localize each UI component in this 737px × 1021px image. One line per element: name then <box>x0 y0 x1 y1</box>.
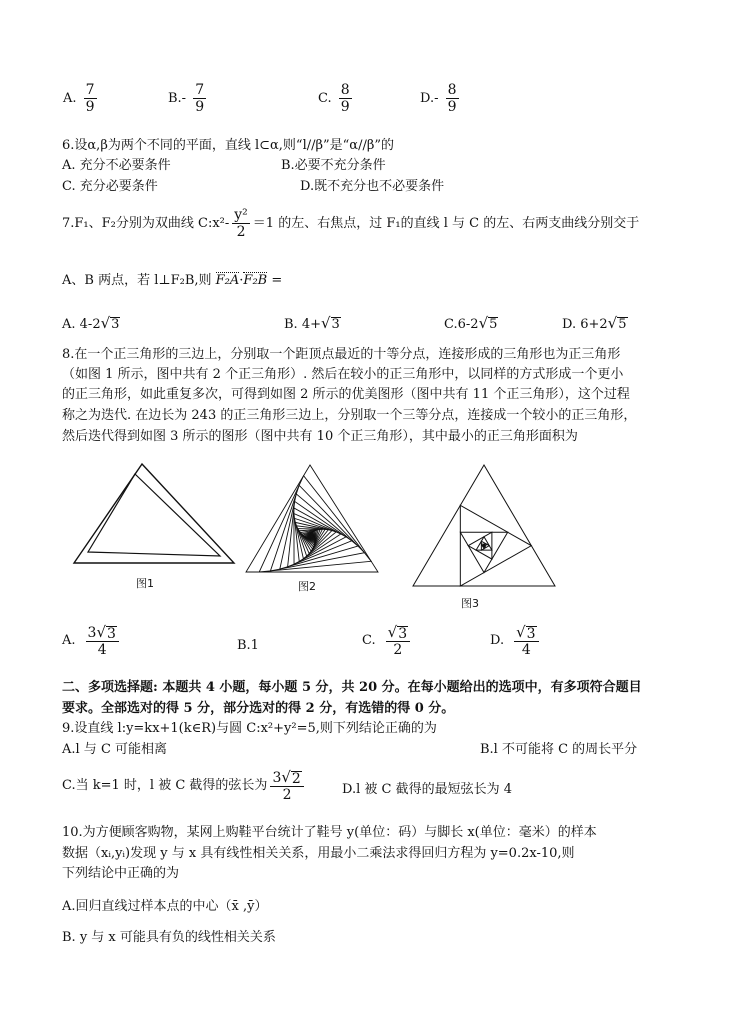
section-2-heading-line2: 要求。全部选对的得 5 分，部分选对的得 2 分，有选错的得 0 分。 <box>62 701 455 716</box>
q7-fraction: $\frac{\text{y²}}{2}$ <box>234 207 248 241</box>
q6-option-c: C. 充分必要条件 <box>62 179 158 194</box>
q7-line2: A、B 两点，若 l⊥F₂B,则 F₂A·F₂B = <box>62 273 283 288</box>
vector-f2a: F₂A <box>215 273 240 288</box>
q7-option-a: A. 4-2 √ 3 <box>62 314 120 333</box>
q8-option-a: A. 3 √ 3 4 <box>62 624 122 658</box>
q9-stem: 9.设直线 l:y=kx+1(k∈R)与圆 C:x²+y²=5,则下列结论正确的为 <box>62 721 437 736</box>
figure-1 <box>70 460 240 570</box>
q5-b-fraction: $\frac{7}{9}$ <box>195 82 205 116</box>
iterated-triangle <box>460 505 531 586</box>
figure-3 <box>409 462 559 592</box>
q5-option-c: C. $\frac{8}{9}$ <box>318 82 350 116</box>
q6-option-d: D.既不充分也不必要条件 <box>300 179 445 194</box>
q5-option-a: A. $\frac{7}{9}$ <box>63 82 95 116</box>
q8-line4: 称之为迭代. 在边长为 243 的正三角形三边上，分别取一个三等分点，连接成一个较小的正三角形， <box>62 408 637 423</box>
q8-option-d: D. √ 3 4 <box>490 624 542 658</box>
q8-line5: 然后迭代得到如图 3 所示的图形（图中共有 10 个正三角形），其中最小的正三角形面积为 <box>62 429 578 444</box>
iterated-triangle <box>259 476 371 572</box>
q9-option-a: A.l 与 C 可能相离 <box>62 742 168 757</box>
figure-1-caption: 图1 <box>136 577 154 590</box>
q7-stem: 7.F₁、F₂分别为双曲线 C:x²- $\frac{\text{y²}}{2}$ ＝1 的左、右焦点，过 F₁的直线 l 与 C 的左、右两支曲线分别交于 <box>62 207 640 241</box>
q8-line2: （如图 1 所示，图中共有 2 个正三角形）. 然后在较小的正三角形中，以同样的方式形成一个更小 <box>62 367 624 382</box>
q5-option-b: B.- $\frac{7}{9}$ <box>168 82 205 116</box>
q9-option-b: B.l 不可能将 C 的周长平分 <box>480 742 638 757</box>
section-2-heading-line1: 二、多项选择题: 本题共 4 小题，每小题 5 分，共 20 分。在每小题给出的选项中，有多项符合题目 <box>62 680 642 695</box>
figure-2-caption: 图2 <box>298 580 316 593</box>
q7-option-b: B. 4+ √ 3 <box>284 314 340 333</box>
q10-line1: 10.为方便顾客购物，某网上购鞋平台统计了鞋号 y(单位：码）与脚长 x(单位：毫米）的样本 <box>62 825 597 840</box>
q10-option-a: A.回归直线过样本点的中心（x̄ ,ȳ） <box>62 899 268 914</box>
q6-option-a: A. 充分不必要条件 <box>62 158 171 173</box>
figure-2 <box>242 462 382 577</box>
iterated-triangle <box>484 545 485 546</box>
q5-option-d: D.- $\frac{8}{9}$ <box>420 82 457 116</box>
q8-option-c: C. √ 3 2 <box>362 624 413 658</box>
q5-a-fraction: $\frac{7}{9}$ <box>85 82 95 116</box>
q8-line3: 的正三角形，如此重复多次，可得到如图 2 所示的优美图形（图中共有 11 个正三角形），这个过程 <box>62 387 630 402</box>
q10-line2: 数据（xᵢ,yᵢ)发现 y 与 x 具有线性相关关系，用最小二乘法求得回归方程为 y=0.2x-10,则 <box>62 846 575 861</box>
q8-line1: 8.在一个正三角形的三边上，分别取一个距顶点最近的十等分点，连接形成的三角形也为正三角形 <box>62 347 621 362</box>
q8-option-b: B.1 <box>237 638 259 653</box>
iterated-triangle <box>460 532 507 572</box>
q9-option-c: C.当 k=1 时，l 被 C 截得的弦长为 3 √ 2 2 <box>62 769 307 803</box>
vector-f2b: F₂B <box>243 273 268 288</box>
q6-option-b: B.必要不充分条件 <box>281 158 386 173</box>
q6-stem: 6.设α,β为两个不同的平面，直线 l⊂α,则“l//β”是“α//β”的 <box>62 138 394 153</box>
q7-option-d: D. 6+2 √ 5 <box>562 314 627 333</box>
q10-option-b: B. y 与 x 可能具有负的线性相关关系 <box>62 930 276 945</box>
q7-option-c: C.6-2 √ 5 <box>444 314 498 333</box>
q9-option-d: D.l 被 C 截得的最短弦长为 4 <box>342 782 512 797</box>
q5-d-fraction: $\frac{8}{9}$ <box>447 82 457 116</box>
iterated-triangle <box>246 465 378 572</box>
iterated-triangle <box>413 465 555 586</box>
figure-3-caption: 图3 <box>461 597 479 610</box>
iterated-triangle <box>311 536 312 537</box>
q5-c-fraction: $\frac{8}{9}$ <box>340 82 350 116</box>
q10-line3: 下列结论中正确的为 <box>62 866 180 881</box>
